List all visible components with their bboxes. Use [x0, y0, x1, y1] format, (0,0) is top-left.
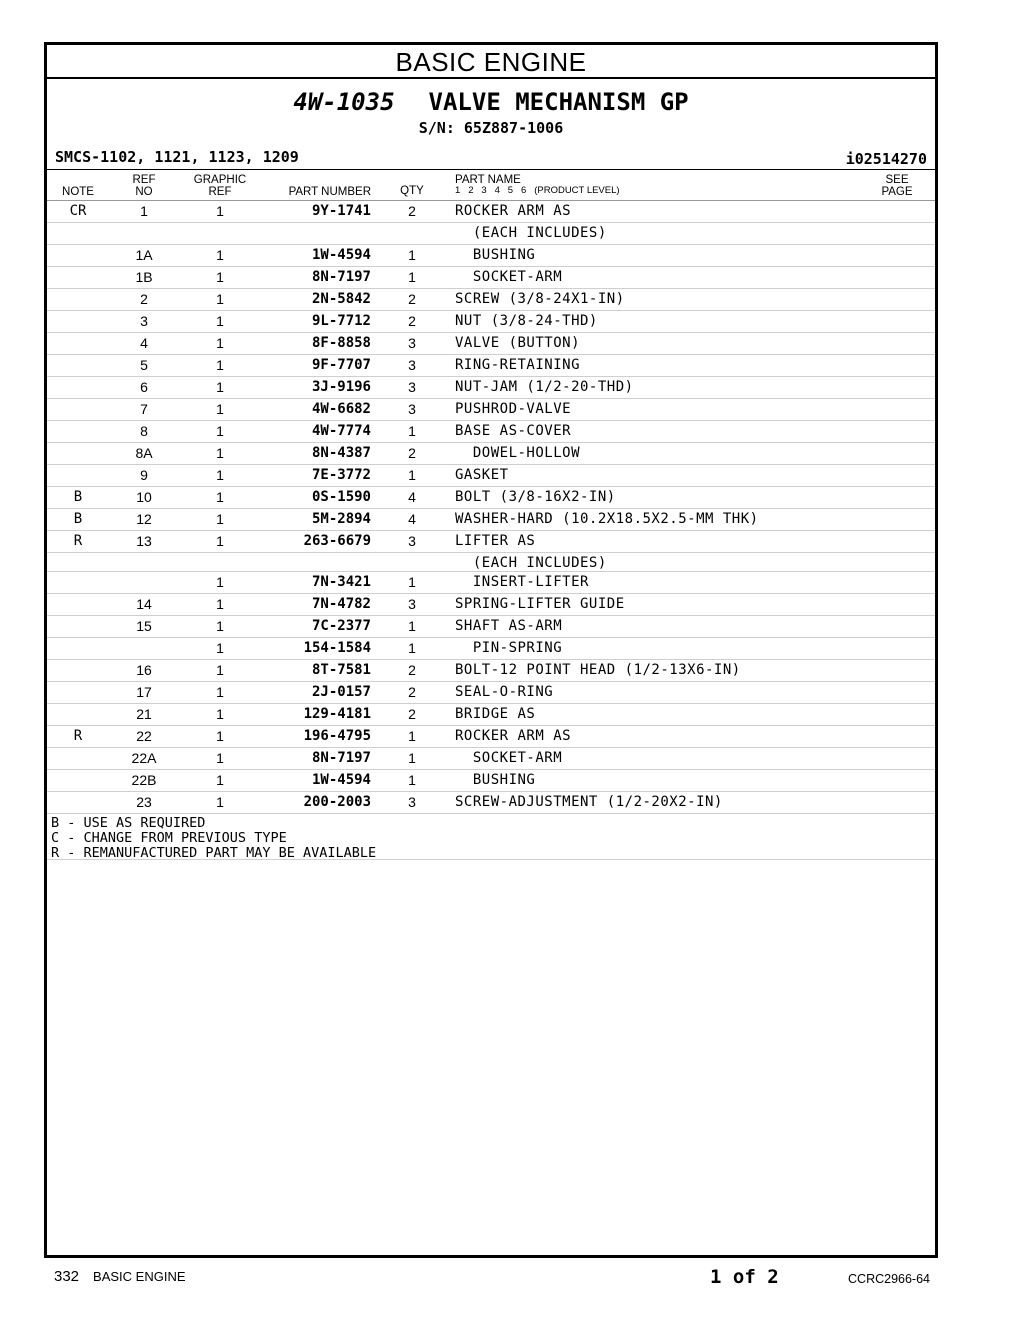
cell-part-name: (EACH INCLUDES) [455, 555, 607, 571]
cell-graphic-ref: 1 [216, 574, 224, 590]
cell-graphic-ref: 1 [216, 335, 224, 351]
table-row [47, 792, 935, 814]
cell-part-name: SCREW (3/8-24X1-IN) [455, 291, 625, 307]
footer-page-number: 332 [54, 1268, 80, 1285]
cell-graphic-ref: 1 [216, 511, 224, 527]
cell-qty: 2 [408, 445, 416, 461]
cell-part-number: 129-4181 [303, 706, 371, 722]
cell-graphic-ref: 1 [216, 618, 224, 634]
cell-part-name: BRIDGE AS [455, 706, 536, 722]
cell-part-number: 8T-7581 [311, 662, 371, 678]
cell-note: B [73, 511, 83, 527]
cell-ref-no: 12 [136, 511, 152, 527]
cell-part-number: 2J-0157 [311, 684, 371, 700]
cell-ref-no: 2 [140, 291, 148, 307]
group-title [47, 87, 935, 117]
cell-ref-no: 14 [136, 596, 152, 612]
cell-qty: 2 [408, 706, 416, 722]
cell-ref-no: 15 [136, 618, 152, 634]
table-row [47, 748, 935, 770]
cell-graphic-ref: 1 [216, 423, 224, 439]
note-line: B - USE AS REQUIRED [51, 815, 206, 831]
table-row [47, 289, 935, 311]
footer-page-count: 1 of 2 [710, 1266, 779, 1288]
note-line: R - REMANUFACTURED PART MAY BE AVAILABLE [51, 845, 377, 861]
table-row [47, 245, 935, 267]
cell-graphic-ref: 1 [216, 794, 224, 810]
cell-graphic-ref: 1 [216, 706, 224, 722]
cell-note: R [73, 533, 83, 549]
cell-graphic-ref: 1 [216, 269, 224, 285]
cell-part-number: 9L-7712 [311, 313, 371, 329]
cell-qty: 3 [408, 335, 416, 351]
cell-part-name: BOLT (3/8-16X2-IN) [455, 489, 616, 505]
table-row [47, 223, 935, 245]
table-row [47, 770, 935, 792]
header-ref-top: REF [132, 174, 156, 186]
cell-note: B [73, 489, 83, 505]
cell-qty: 2 [408, 684, 416, 700]
cell-part-number: 7N-3421 [311, 574, 371, 590]
cell-qty: 1 [408, 772, 416, 788]
header-note: NOTE [62, 186, 94, 198]
cell-qty: 1 [408, 423, 416, 439]
cell-qty: 3 [408, 596, 416, 612]
group-name: VALVE MECHANISM GP [428, 88, 689, 116]
table-row [47, 509, 935, 531]
cell-ref-no: 8 [140, 423, 148, 439]
cell-ref-no: 3 [140, 313, 148, 329]
cell-part-number: 7E-3772 [311, 467, 371, 483]
header-qty: QTY [400, 185, 424, 197]
illustration-id: i02514270 [845, 150, 927, 168]
table-row [47, 572, 935, 594]
table-row [47, 660, 935, 682]
table-row [47, 594, 935, 616]
cell-qty: 3 [408, 401, 416, 417]
cell-part-number: 8N-7197 [311, 750, 371, 766]
table-row [47, 201, 935, 223]
cell-qty: 1 [408, 269, 416, 285]
cell-part-number: 154-1584 [303, 640, 371, 656]
header-product-level: 1 2 3 4 5 6 (PRODUCT LEVEL) [455, 185, 620, 196]
cell-graphic-ref: 1 [216, 291, 224, 307]
cell-ref-no: 6 [140, 379, 148, 395]
parts-page-frame [44, 42, 938, 1258]
cell-ref-no: 22 [136, 728, 152, 744]
cell-qty: 1 [408, 728, 416, 744]
cell-note: CR [69, 203, 87, 219]
cell-ref-no: 17 [136, 684, 152, 700]
section-title: BASIC ENGINE [47, 45, 935, 79]
cell-part-name: SOCKET-ARM [455, 750, 563, 766]
table-row [47, 726, 935, 748]
note-line: C - CHANGE FROM PREVIOUS TYPE [51, 830, 287, 846]
table-row [47, 487, 935, 509]
cell-qty: 3 [408, 794, 416, 810]
cell-graphic-ref: 1 [216, 662, 224, 678]
table-row [47, 531, 935, 553]
cell-qty: 4 [408, 511, 416, 527]
cell-qty: 1 [408, 618, 416, 634]
cell-part-number: 200-2003 [303, 794, 371, 810]
notes-legend [47, 814, 935, 860]
cell-graphic-ref: 1 [216, 357, 224, 373]
footer-doc-code: CCRC2966-64 [848, 1272, 930, 1286]
table-row [47, 377, 935, 399]
cell-part-number: 9F-7707 [311, 357, 371, 373]
table-row [47, 682, 935, 704]
cell-part-number: 8N-4387 [311, 445, 371, 461]
cell-part-name: BUSHING [455, 772, 536, 788]
cell-part-number: 7C-2377 [311, 618, 371, 634]
cell-part-number: 1W-4594 [311, 247, 371, 263]
header-part-number: PART NUMBER [288, 186, 371, 198]
cell-qty: 2 [408, 313, 416, 329]
cell-graphic-ref: 1 [216, 596, 224, 612]
cell-part-number: 5M-2894 [311, 511, 371, 527]
cell-graphic-ref: 1 [216, 684, 224, 700]
cell-graphic-ref: 1 [216, 640, 224, 656]
cell-part-name: BUSHING [455, 247, 536, 263]
cell-part-name: RING-RETAINING [455, 357, 581, 373]
cell-part-number: 8N-7197 [311, 269, 371, 285]
table-row [47, 638, 935, 660]
group-header [47, 79, 935, 170]
cell-part-name: INSERT-LIFTER [455, 574, 589, 590]
table-row [47, 311, 935, 333]
cell-graphic-ref: 1 [216, 247, 224, 263]
cell-ref-no: 23 [136, 794, 152, 810]
cell-qty: 2 [408, 291, 416, 307]
cell-part-name: SPRING-LIFTER GUIDE [455, 596, 625, 612]
cell-part-name: LIFTER AS [455, 533, 536, 549]
serial-number: S/N: 65Z887-1006 [418, 119, 564, 137]
cell-ref-no: 22A [131, 750, 157, 766]
cell-part-name: ROCKER ARM AS [455, 203, 572, 219]
cell-graphic-ref: 1 [216, 467, 224, 483]
cell-ref-no: 10 [136, 489, 152, 505]
header-ref-bottom: NO [135, 186, 153, 198]
cell-part-name: NUT-JAM (1/2-20-THD) [455, 379, 634, 395]
cell-graphic-ref: 1 [216, 401, 224, 417]
cell-part-number: 1W-4594 [311, 772, 371, 788]
cell-part-name: PUSHROD-VALVE [455, 401, 572, 417]
cell-graphic-ref: 1 [216, 533, 224, 549]
cell-qty: 3 [408, 379, 416, 395]
cell-graphic-ref: 1 [216, 728, 224, 744]
cell-part-name: (EACH INCLUDES) [455, 225, 607, 241]
table-row [47, 616, 935, 638]
cell-qty: 1 [408, 467, 416, 483]
cell-graphic-ref: 1 [216, 203, 224, 219]
cell-part-name: SOCKET-ARM [455, 269, 563, 285]
cell-part-name: BOLT-12 POINT HEAD (1/2-13X6-IN) [455, 662, 741, 678]
cell-part-name: PIN-SPRING [455, 640, 563, 656]
table-row [47, 333, 935, 355]
cell-part-number: 0S-1590 [311, 489, 371, 505]
cell-qty: 3 [408, 533, 416, 549]
footer-section: BASIC ENGINE [93, 1269, 186, 1284]
table-row [47, 421, 935, 443]
cell-part-number: 7N-4782 [311, 596, 371, 612]
cell-graphic-ref: 1 [216, 772, 224, 788]
cell-part-name: DOWEL-HOLLOW [455, 445, 581, 461]
table-row [47, 704, 935, 726]
cell-part-number: 4W-6682 [311, 401, 371, 417]
cell-part-number: 263-6679 [303, 533, 371, 549]
cell-ref-no: 4 [140, 335, 148, 351]
cell-part-name: WASHER-HARD (10.2X18.5X2.5-MM THK) [455, 511, 759, 527]
cell-ref-no: 5 [140, 357, 148, 373]
cell-ref-no: 16 [136, 662, 152, 678]
cell-graphic-ref: 1 [216, 750, 224, 766]
cell-ref-no: 13 [136, 533, 152, 549]
cell-ref-no: 21 [136, 706, 152, 722]
cell-part-number: 2N-5842 [311, 291, 371, 307]
group-number: 4W-1035 [293, 88, 395, 116]
cell-part-number: 4W-7774 [311, 423, 371, 439]
cell-graphic-ref: 1 [216, 489, 224, 505]
cell-qty: 1 [408, 247, 416, 263]
cell-part-name: SEAL-O-RING [455, 684, 554, 700]
cell-ref-no: 7 [140, 401, 148, 417]
cell-note: R [73, 728, 83, 744]
cell-graphic-ref: 1 [216, 313, 224, 329]
cell-part-number: 196-4795 [303, 728, 371, 744]
cell-graphic-ref: 1 [216, 445, 224, 461]
cell-qty: 4 [408, 489, 416, 505]
cell-part-name: SHAFT AS-ARM [455, 618, 563, 634]
header-see-top: SEE [885, 174, 909, 186]
table-row [47, 443, 935, 465]
cell-part-name: GASKET [455, 467, 509, 483]
table-row [47, 399, 935, 421]
cell-qty: 1 [408, 750, 416, 766]
cell-part-number: 9Y-1741 [311, 203, 371, 219]
cell-part-name: BASE AS-COVER [455, 423, 572, 439]
cell-ref-no: 1B [135, 269, 153, 285]
header-graphic-top: GRAPHIC [193, 174, 247, 186]
cell-qty: 1 [408, 640, 416, 656]
cell-ref-no: 8A [135, 445, 153, 461]
header-graphic-bottom: REF [208, 186, 232, 198]
cell-qty: 3 [408, 357, 416, 373]
cell-ref-no: 9 [140, 467, 148, 483]
table-row [47, 553, 935, 572]
cell-part-name: VALVE (BUTTON) [455, 335, 581, 351]
cell-part-name: ROCKER ARM AS [455, 728, 572, 744]
cell-ref-no: 22B [131, 772, 157, 788]
table-row [47, 355, 935, 377]
table-row [47, 465, 935, 487]
cell-qty: 1 [408, 574, 416, 590]
header-part-name: PART NAME [455, 174, 521, 186]
cell-ref-no: 1A [135, 247, 153, 263]
column-headers [47, 170, 935, 201]
cell-part-name: NUT (3/8-24-THD) [455, 313, 598, 329]
cell-ref-no: 1 [140, 203, 148, 219]
cell-part-number: 8F-8858 [311, 335, 371, 351]
cell-qty: 2 [408, 203, 416, 219]
table-row [47, 267, 935, 289]
cell-part-number: 3J-9196 [311, 379, 371, 395]
cell-part-name: SCREW-ADJUSTMENT (1/2-20X2-IN) [455, 794, 723, 810]
cell-qty: 2 [408, 662, 416, 678]
header-see-bottom: PAGE [881, 186, 913, 198]
cell-graphic-ref: 1 [216, 379, 224, 395]
parts-table [47, 201, 935, 814]
smcs-codes: SMCS-1102, 1121, 1123, 1209 [55, 148, 299, 166]
footer-page-info [54, 1268, 186, 1285]
